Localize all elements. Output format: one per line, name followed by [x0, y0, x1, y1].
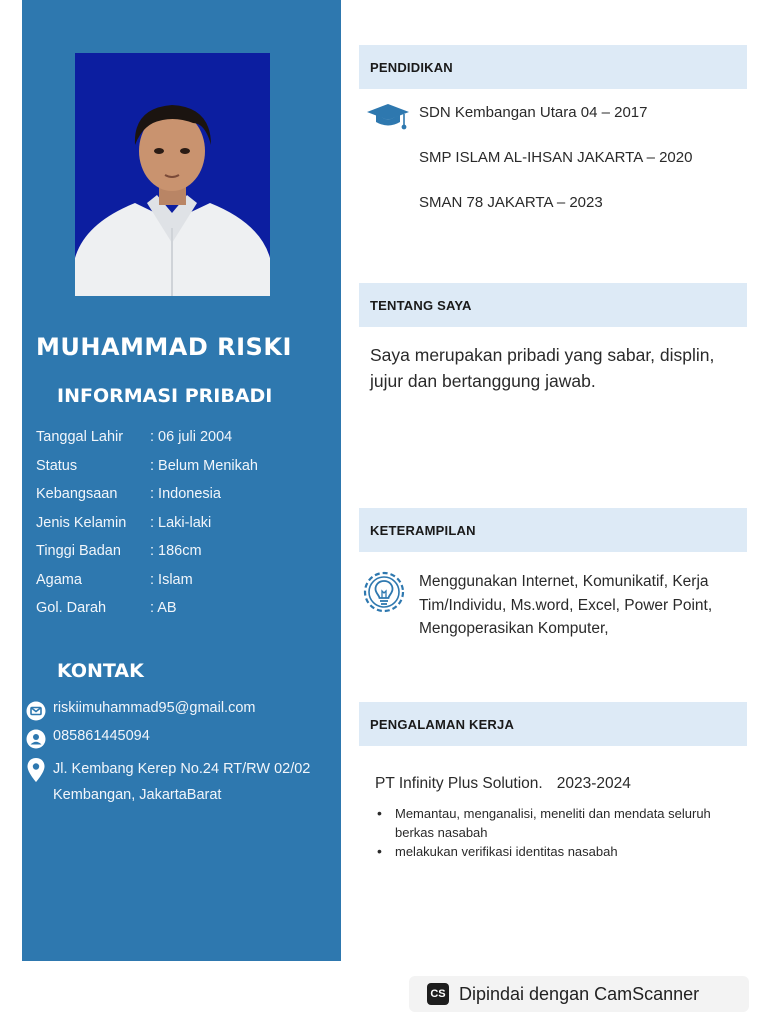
info-row	[36, 480, 336, 509]
contact-list	[25, 700, 341, 808]
contact-email-row	[25, 700, 341, 728]
info-value: : Islam	[150, 571, 193, 588]
duty-item: • Memantau, menganalisi, meneliti dan mendata seluruh berkas nasabah	[377, 804, 717, 842]
education-list	[419, 104, 692, 239]
personal-info-heading: INFORMASI PRIBADI	[57, 385, 273, 407]
education-item: SDN Kembangan Utara 04 – 2017	[419, 104, 648, 121]
info-row	[36, 537, 336, 566]
info-row	[36, 594, 336, 623]
info-row	[36, 566, 336, 595]
info-label: Jenis Kelamin	[36, 514, 127, 531]
person-icon	[25, 728, 47, 750]
address-line-2: Kembangan, JakartaBarat	[53, 787, 222, 803]
info-value: : Indonesia	[150, 486, 221, 503]
location-pin-icon	[25, 756, 47, 784]
info-label: Agama	[36, 571, 82, 588]
duty-item: • melakukan verifikasi identitas nasabah	[377, 842, 717, 861]
info-value: : 186cm	[150, 543, 202, 560]
job-title	[375, 775, 631, 793]
company-name: PT Infinity Plus Solution.	[375, 775, 543, 792]
job-years: 2023-2024	[556, 775, 631, 792]
skills-text: Menggunakan Internet, Komunikatif, Kerja Tim/Individu, Ms.word, Excel, Power Point, Mengoperasikan Komputer,	[419, 573, 713, 637]
info-value: : Belum Menikah	[150, 457, 258, 474]
duty-list	[377, 804, 717, 861]
lightbulb-gear-icon	[360, 570, 408, 618]
info-row	[36, 452, 336, 481]
phone-number[interactable]: 085861445094	[53, 728, 150, 744]
info-label: Status	[36, 457, 78, 474]
contact-heading: KONTAK	[57, 660, 144, 682]
email-link[interactable]: riskiimuhammad95@gmail.com	[53, 700, 256, 716]
mail-icon	[25, 700, 47, 722]
skills-heading: KETERAMPILAN	[370, 523, 476, 538]
skills-band	[359, 508, 747, 552]
experience-band	[359, 702, 747, 746]
full-name: MUHAMMAD RISKI	[36, 333, 292, 361]
info-value: : AB	[150, 600, 177, 617]
education-heading: PENDIDIKAN	[370, 60, 453, 75]
info-value: : 06 juli 2004	[150, 429, 233, 446]
contact-address-row	[25, 756, 341, 808]
education-band	[359, 45, 747, 89]
graduation-cap-icon	[365, 100, 411, 134]
info-value: : Laki-laki	[150, 514, 212, 531]
info-label: Tanggal Lahir	[36, 429, 124, 446]
address	[53, 756, 310, 808]
sidebar	[22, 0, 341, 961]
info-label: Kebangsaan	[36, 486, 118, 503]
education-item: SMAN 78 JAKARTA – 2023	[419, 194, 603, 211]
about-text: Saya merupakan pribadi yang sabar, displin, jujur dan bertanggung jawab.	[370, 345, 715, 391]
info-row	[36, 509, 336, 538]
education-item: SMP ISLAM AL-IHSAN JAKARTA – 2020	[419, 149, 693, 166]
personal-info-list	[36, 423, 336, 623]
about-band	[359, 283, 747, 327]
experience-heading: PENGALAMAN KERJA	[370, 717, 515, 732]
camscanner-watermark	[409, 976, 749, 1012]
watermark-text: Dipindai dengan CamScanner	[459, 983, 700, 1004]
address-line-1: Jl. Kembang Kerep No.24 RT/RW 02/02	[53, 761, 311, 777]
camscanner-logo-icon: CS	[427, 983, 449, 1005]
info-label: Tinggi Badan	[36, 543, 121, 560]
about-heading: TENTANG SAYA	[370, 298, 472, 313]
profile-photo	[75, 53, 270, 296]
info-label: Gol. Darah	[36, 600, 107, 617]
contact-phone-row	[25, 728, 341, 756]
info-row	[36, 423, 336, 452]
